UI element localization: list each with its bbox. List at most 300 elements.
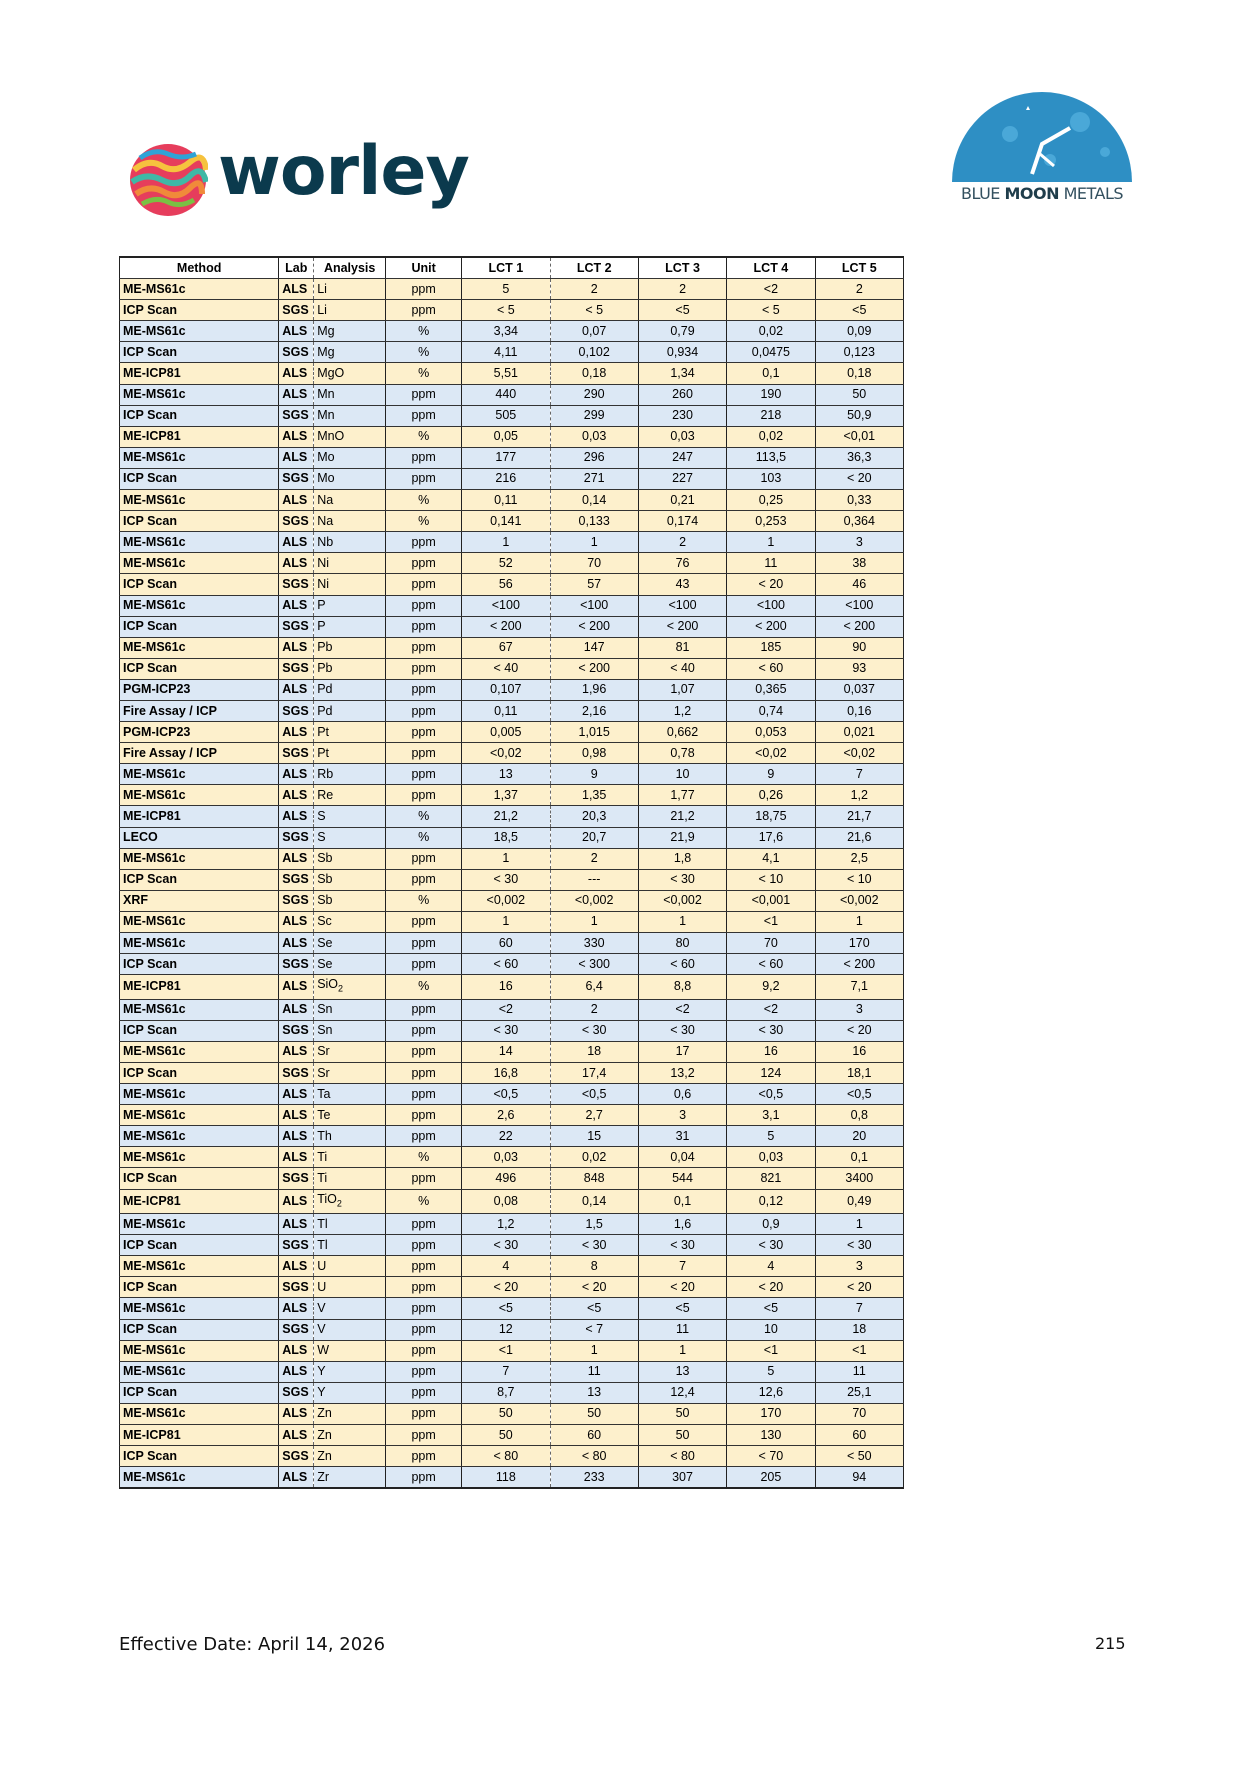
method-cell: ME-MS61c bbox=[120, 1361, 279, 1382]
lct5-cell: 94 bbox=[815, 1467, 903, 1489]
lct1-cell: 2,6 bbox=[462, 1105, 550, 1126]
lct3-cell: 0,03 bbox=[638, 426, 726, 447]
analysis-cell: P bbox=[314, 595, 386, 616]
lct2-cell: 20,7 bbox=[550, 827, 638, 848]
method-cell: ME-MS61c bbox=[120, 999, 279, 1020]
table-row bbox=[120, 1147, 904, 1168]
lct4-cell: 170 bbox=[727, 1403, 815, 1424]
lct2-cell: 296 bbox=[550, 447, 638, 468]
lct2-cell: 2 bbox=[550, 279, 638, 300]
lct3-cell: 3 bbox=[638, 1105, 726, 1126]
lct2-cell: < 30 bbox=[550, 1235, 638, 1256]
lct5-cell: 0,33 bbox=[815, 490, 903, 511]
unit-cell: ppm bbox=[386, 300, 462, 321]
table-row bbox=[120, 764, 904, 785]
lct3-cell: 1,2 bbox=[638, 700, 726, 721]
table-row bbox=[120, 848, 904, 869]
lct2-cell: 70 bbox=[550, 553, 638, 574]
table-row bbox=[120, 574, 904, 595]
lab-cell: SGS bbox=[279, 1062, 314, 1083]
analysis-cell: Se bbox=[314, 933, 386, 954]
method-cell: ME-ICP81 bbox=[120, 426, 279, 447]
table-row bbox=[120, 1319, 904, 1340]
lct2-cell: 233 bbox=[550, 1467, 638, 1489]
analysis-cell: Na bbox=[314, 511, 386, 532]
lct5-cell: <0,002 bbox=[815, 890, 903, 911]
lab-cell: ALS bbox=[279, 532, 314, 553]
lct5-cell: <0,02 bbox=[815, 743, 903, 764]
table-row bbox=[120, 532, 904, 553]
method-cell: ICP Scan bbox=[120, 1062, 279, 1083]
lab-cell: SGS bbox=[279, 1020, 314, 1041]
lab-cell: SGS bbox=[279, 1382, 314, 1403]
lct4-cell: 0,02 bbox=[727, 321, 815, 342]
lct4-cell: 0,253 bbox=[727, 511, 815, 532]
analysis-cell: Sr bbox=[314, 1041, 386, 1062]
lct2-cell: 2,7 bbox=[550, 1105, 638, 1126]
table-row bbox=[120, 1256, 904, 1277]
lab-cell: SGS bbox=[279, 300, 314, 321]
lab-cell: SGS bbox=[279, 616, 314, 637]
unit-cell: ppm bbox=[386, 700, 462, 721]
lct1-cell: 13 bbox=[462, 764, 550, 785]
lct4-cell: 4 bbox=[727, 1256, 815, 1277]
analysis-cell: Ti bbox=[314, 1147, 386, 1168]
unit-cell: ppm bbox=[386, 1277, 462, 1298]
lct2-cell: 848 bbox=[550, 1168, 638, 1189]
lab-cell: ALS bbox=[279, 911, 314, 932]
lct3-cell: 31 bbox=[638, 1126, 726, 1147]
analysis-cell: V bbox=[314, 1298, 386, 1319]
lct1-cell: < 60 bbox=[462, 954, 550, 975]
lct1-cell: 14 bbox=[462, 1041, 550, 1062]
unit-cell: % bbox=[386, 363, 462, 384]
lct4-cell: 0,12 bbox=[727, 1189, 815, 1214]
unit-cell: ppm bbox=[386, 1168, 462, 1189]
lct5-cell: < 200 bbox=[815, 954, 903, 975]
lct1-cell: 0,05 bbox=[462, 426, 550, 447]
analysis-cell: SiO$_2$ bbox=[314, 975, 386, 1000]
lab-cell: ALS bbox=[279, 1189, 314, 1214]
method-cell: ME-MS61c bbox=[120, 1340, 279, 1361]
lct3-cell: 2 bbox=[638, 279, 726, 300]
lct5-cell: < 20 bbox=[815, 1277, 903, 1298]
table-row bbox=[120, 1168, 904, 1189]
lct1-cell: 118 bbox=[462, 1467, 550, 1489]
lct4-cell: 113,5 bbox=[727, 447, 815, 468]
method-cell: ICP Scan bbox=[120, 342, 279, 363]
lct2-cell: < 5 bbox=[550, 300, 638, 321]
unit-cell: ppm bbox=[386, 848, 462, 869]
lct4-cell: 185 bbox=[727, 637, 815, 658]
analysis-cell: Sb bbox=[314, 848, 386, 869]
lct4-cell: 103 bbox=[727, 468, 815, 489]
unit-cell: ppm bbox=[386, 384, 462, 405]
method-cell: ICP Scan bbox=[120, 574, 279, 595]
lct5-cell: 2 bbox=[815, 279, 903, 300]
analysis-cell: Nb bbox=[314, 532, 386, 553]
lct2-cell: 57 bbox=[550, 574, 638, 595]
lct3-cell: < 60 bbox=[638, 954, 726, 975]
analysis-cell: Rb bbox=[314, 764, 386, 785]
table-row bbox=[120, 595, 904, 616]
unit-cell: ppm bbox=[386, 869, 462, 890]
lct1-cell: 177 bbox=[462, 447, 550, 468]
unit-cell: ppm bbox=[386, 616, 462, 637]
table-row bbox=[120, 722, 904, 743]
analysis-cell: Na bbox=[314, 490, 386, 511]
lct3-cell: 0,662 bbox=[638, 722, 726, 743]
unit-cell: ppm bbox=[386, 1062, 462, 1083]
lct5-cell: < 200 bbox=[815, 616, 903, 637]
unit-cell: ppm bbox=[386, 785, 462, 806]
lct5-cell: 90 bbox=[815, 637, 903, 658]
lct2-cell: 1 bbox=[550, 1340, 638, 1361]
lct4-cell: 11 bbox=[727, 553, 815, 574]
lct4-cell: < 60 bbox=[727, 658, 815, 679]
lct3-cell: 8,8 bbox=[638, 975, 726, 1000]
method-cell: ICP Scan bbox=[120, 1235, 279, 1256]
lct4-cell: < 5 bbox=[727, 300, 815, 321]
method-cell: ICP Scan bbox=[120, 300, 279, 321]
lct2-cell: < 20 bbox=[550, 1277, 638, 1298]
table-row bbox=[120, 1340, 904, 1361]
method-cell: ME-MS61c bbox=[120, 1105, 279, 1126]
lct4-cell: 205 bbox=[727, 1467, 815, 1489]
lct3-cell: 11 bbox=[638, 1319, 726, 1340]
table-row bbox=[120, 658, 904, 679]
lct1-cell: 1 bbox=[462, 532, 550, 553]
lct1-cell: 1 bbox=[462, 848, 550, 869]
lab-cell: ALS bbox=[279, 1147, 314, 1168]
method-cell: ME-MS61c bbox=[120, 1403, 279, 1424]
lab-cell: ALS bbox=[279, 1256, 314, 1277]
lct4-cell: 0,02 bbox=[727, 426, 815, 447]
header-analysis: Analysis bbox=[314, 257, 386, 279]
table-row bbox=[120, 511, 904, 532]
unit-cell: % bbox=[386, 321, 462, 342]
unit-cell: ppm bbox=[386, 1235, 462, 1256]
lct1-cell: 22 bbox=[462, 1126, 550, 1147]
lct3-cell: 50 bbox=[638, 1403, 726, 1424]
lab-cell: SGS bbox=[279, 890, 314, 911]
unit-cell: ppm bbox=[386, 1403, 462, 1424]
lct5-cell: 3 bbox=[815, 999, 903, 1020]
lct4-cell: 124 bbox=[727, 1062, 815, 1083]
unit-cell: ppm bbox=[386, 933, 462, 954]
lct4-cell: < 30 bbox=[727, 1020, 815, 1041]
lct5-cell: 0,037 bbox=[815, 679, 903, 700]
lct1-cell: 0,11 bbox=[462, 700, 550, 721]
table-row bbox=[120, 806, 904, 827]
method-cell: ME-MS61c bbox=[120, 848, 279, 869]
table-row bbox=[120, 869, 904, 890]
lct3-cell: 0,174 bbox=[638, 511, 726, 532]
unit-cell: ppm bbox=[386, 1424, 462, 1445]
analysis-cell: Sb bbox=[314, 869, 386, 890]
lct4-cell: <0,001 bbox=[727, 890, 815, 911]
method-cell: ICP Scan bbox=[120, 1446, 279, 1467]
lct4-cell: 4,1 bbox=[727, 848, 815, 869]
lct2-cell: < 200 bbox=[550, 616, 638, 637]
lct4-cell: <0,5 bbox=[727, 1084, 815, 1105]
method-cell: ME-MS61c bbox=[120, 321, 279, 342]
unit-cell: ppm bbox=[386, 1105, 462, 1126]
lct3-cell: 230 bbox=[638, 405, 726, 426]
method-cell: ICP Scan bbox=[120, 511, 279, 532]
lct4-cell: < 10 bbox=[727, 869, 815, 890]
lct1-cell: 0,11 bbox=[462, 490, 550, 511]
unit-cell: ppm bbox=[386, 999, 462, 1020]
lct1-cell: <1 bbox=[462, 1340, 550, 1361]
lab-cell: ALS bbox=[279, 1041, 314, 1062]
lct1-cell: 496 bbox=[462, 1168, 550, 1189]
analysis-cell: Mn bbox=[314, 384, 386, 405]
method-cell: ICP Scan bbox=[120, 405, 279, 426]
table-row bbox=[120, 1235, 904, 1256]
method-cell: ME-MS61c bbox=[120, 447, 279, 468]
lct3-cell: < 40 bbox=[638, 658, 726, 679]
analysis-cell: Mg bbox=[314, 342, 386, 363]
lct4-cell: < 30 bbox=[727, 1235, 815, 1256]
lct1-cell: <5 bbox=[462, 1298, 550, 1319]
method-cell: ME-MS61c bbox=[120, 1467, 279, 1489]
unit-cell: ppm bbox=[386, 911, 462, 932]
lab-cell: SGS bbox=[279, 405, 314, 426]
unit-cell: ppm bbox=[386, 658, 462, 679]
lct1-cell: 1,2 bbox=[462, 1214, 550, 1235]
lct3-cell: <100 bbox=[638, 595, 726, 616]
analysis-cell: Pt bbox=[314, 743, 386, 764]
lct3-cell: 1,77 bbox=[638, 785, 726, 806]
lct4-cell: 218 bbox=[727, 405, 815, 426]
analysis-cell: Sb bbox=[314, 890, 386, 911]
lct4-cell: 70 bbox=[727, 933, 815, 954]
lct5-cell: 7,1 bbox=[815, 975, 903, 1000]
lct3-cell: 43 bbox=[638, 574, 726, 595]
method-cell: ICP Scan bbox=[120, 658, 279, 679]
lct5-cell: 0,364 bbox=[815, 511, 903, 532]
lab-cell: ALS bbox=[279, 321, 314, 342]
lct1-cell: 67 bbox=[462, 637, 550, 658]
lct5-cell: 3 bbox=[815, 532, 903, 553]
lab-cell: ALS bbox=[279, 1403, 314, 1424]
lct2-cell: 11 bbox=[550, 1361, 638, 1382]
lct3-cell: 0,79 bbox=[638, 321, 726, 342]
lct4-cell: 190 bbox=[727, 384, 815, 405]
lab-cell: ALS bbox=[279, 1105, 314, 1126]
lab-cell: ALS bbox=[279, 764, 314, 785]
lct5-cell: < 30 bbox=[815, 1235, 903, 1256]
analysis-cell: Li bbox=[314, 279, 386, 300]
unit-cell: ppm bbox=[386, 468, 462, 489]
lct2-cell: 1,96 bbox=[550, 679, 638, 700]
lct3-cell: 0,1 bbox=[638, 1189, 726, 1214]
unit-cell: ppm bbox=[386, 405, 462, 426]
unit-cell: ppm bbox=[386, 764, 462, 785]
lct2-cell: 271 bbox=[550, 468, 638, 489]
table-row bbox=[120, 637, 904, 658]
lct2-cell: 1,015 bbox=[550, 722, 638, 743]
lct3-cell: 13 bbox=[638, 1361, 726, 1382]
lct1-cell: 0,08 bbox=[462, 1189, 550, 1214]
analysis-cell: Zn bbox=[314, 1403, 386, 1424]
method-cell: ME-MS61c bbox=[120, 1041, 279, 1062]
lct4-cell: < 20 bbox=[727, 574, 815, 595]
lab-cell: SGS bbox=[279, 700, 314, 721]
lct3-cell: 1,34 bbox=[638, 363, 726, 384]
unit-cell: ppm bbox=[386, 1020, 462, 1041]
lab-cell: ALS bbox=[279, 1298, 314, 1319]
lct5-cell: 1,2 bbox=[815, 785, 903, 806]
lct3-cell: 17 bbox=[638, 1041, 726, 1062]
table-row bbox=[120, 890, 904, 911]
table-header-row bbox=[120, 257, 904, 279]
lab-cell: ALS bbox=[279, 426, 314, 447]
lab-cell: ALS bbox=[279, 1361, 314, 1382]
lct4-cell: 821 bbox=[727, 1168, 815, 1189]
unit-cell: ppm bbox=[386, 1361, 462, 1382]
lct3-cell: 1,6 bbox=[638, 1214, 726, 1235]
lct5-cell: < 50 bbox=[815, 1446, 903, 1467]
table-row bbox=[120, 447, 904, 468]
analysis-cell: V bbox=[314, 1319, 386, 1340]
lab-cell: ALS bbox=[279, 722, 314, 743]
table-row bbox=[120, 827, 904, 848]
table-row bbox=[120, 342, 904, 363]
lct1-cell: 16 bbox=[462, 975, 550, 1000]
table-row bbox=[120, 1277, 904, 1298]
method-cell: ME-MS61c bbox=[120, 1126, 279, 1147]
lct5-cell: 0,021 bbox=[815, 722, 903, 743]
lab-cell: ALS bbox=[279, 595, 314, 616]
assay-comparison-table bbox=[119, 256, 904, 1489]
table-row bbox=[120, 300, 904, 321]
unit-cell: % bbox=[386, 890, 462, 911]
unit-cell: % bbox=[386, 426, 462, 447]
lct4-cell: <5 bbox=[727, 1298, 815, 1319]
table-row bbox=[120, 1446, 904, 1467]
lct1-cell: 52 bbox=[462, 553, 550, 574]
method-cell: ME-ICP81 bbox=[120, 1189, 279, 1214]
table-row bbox=[120, 1467, 904, 1489]
unit-cell: ppm bbox=[386, 1298, 462, 1319]
table-row bbox=[120, 384, 904, 405]
lct1-cell: 0,107 bbox=[462, 679, 550, 700]
lct4-cell: 17,6 bbox=[727, 827, 815, 848]
analysis-cell: Ni bbox=[314, 553, 386, 574]
lab-cell: ALS bbox=[279, 1214, 314, 1235]
lct5-cell: 16 bbox=[815, 1041, 903, 1062]
table-row bbox=[120, 426, 904, 447]
lct2-cell: 60 bbox=[550, 1424, 638, 1445]
lab-cell: ALS bbox=[279, 447, 314, 468]
lct2-cell: 2,16 bbox=[550, 700, 638, 721]
method-cell: ICP Scan bbox=[120, 1277, 279, 1298]
lct3-cell: <5 bbox=[638, 300, 726, 321]
lct5-cell: 3400 bbox=[815, 1168, 903, 1189]
analysis-cell: Y bbox=[314, 1382, 386, 1403]
lct2-cell: 20,3 bbox=[550, 806, 638, 827]
lct3-cell: < 30 bbox=[638, 869, 726, 890]
lct4-cell: <0,02 bbox=[727, 743, 815, 764]
lct5-cell: 1 bbox=[815, 1214, 903, 1235]
lct2-cell: 0,07 bbox=[550, 321, 638, 342]
lab-cell: ALS bbox=[279, 848, 314, 869]
unit-cell: ppm bbox=[386, 1256, 462, 1277]
lct4-cell: <100 bbox=[727, 595, 815, 616]
lct4-cell: 0,26 bbox=[727, 785, 815, 806]
lab-cell: SGS bbox=[279, 1446, 314, 1467]
lab-cell: ALS bbox=[279, 637, 314, 658]
lct2-cell: <100 bbox=[550, 595, 638, 616]
analysis-cell: MnO bbox=[314, 426, 386, 447]
table-row bbox=[120, 1403, 904, 1424]
lct2-cell: 0,102 bbox=[550, 342, 638, 363]
analysis-cell: Pd bbox=[314, 679, 386, 700]
lct1-cell: 18,5 bbox=[462, 827, 550, 848]
lct2-cell: 9 bbox=[550, 764, 638, 785]
lct2-cell: 0,133 bbox=[550, 511, 638, 532]
lct1-cell: 0,005 bbox=[462, 722, 550, 743]
method-cell: ICP Scan bbox=[120, 616, 279, 637]
analysis-cell: MgO bbox=[314, 363, 386, 384]
lct1-cell: < 20 bbox=[462, 1277, 550, 1298]
method-cell: ICP Scan bbox=[120, 1020, 279, 1041]
lct4-cell: < 60 bbox=[727, 954, 815, 975]
lct1-cell: 60 bbox=[462, 933, 550, 954]
lct2-cell: 0,14 bbox=[550, 1189, 638, 1214]
unit-cell: ppm bbox=[386, 1446, 462, 1467]
lct4-cell: <1 bbox=[727, 1340, 815, 1361]
unit-cell: ppm bbox=[386, 1382, 462, 1403]
lct5-cell: 11 bbox=[815, 1361, 903, 1382]
analysis-cell: Sn bbox=[314, 1020, 386, 1041]
lct1-cell: < 200 bbox=[462, 616, 550, 637]
method-cell: ICP Scan bbox=[120, 1382, 279, 1403]
analysis-cell: Pd bbox=[314, 700, 386, 721]
lct1-cell: 56 bbox=[462, 574, 550, 595]
lct1-cell: 1 bbox=[462, 911, 550, 932]
lct4-cell: 0,365 bbox=[727, 679, 815, 700]
lct4-cell: 5 bbox=[727, 1126, 815, 1147]
lct2-cell: < 80 bbox=[550, 1446, 638, 1467]
lct3-cell: 247 bbox=[638, 447, 726, 468]
lct5-cell: 18 bbox=[815, 1319, 903, 1340]
analysis-cell: Tl bbox=[314, 1235, 386, 1256]
lct3-cell: < 20 bbox=[638, 1277, 726, 1298]
lct1-cell: <100 bbox=[462, 595, 550, 616]
lct2-cell: 330 bbox=[550, 933, 638, 954]
unit-cell: ppm bbox=[386, 553, 462, 574]
unit-cell: % bbox=[386, 511, 462, 532]
unit-cell: ppm bbox=[386, 954, 462, 975]
lct5-cell: 70 bbox=[815, 1403, 903, 1424]
unit-cell: % bbox=[386, 806, 462, 827]
lct3-cell: 13,2 bbox=[638, 1062, 726, 1083]
lct3-cell: 227 bbox=[638, 468, 726, 489]
lab-cell: ALS bbox=[279, 806, 314, 827]
lct1-cell: <2 bbox=[462, 999, 550, 1020]
table-row bbox=[120, 1105, 904, 1126]
lct4-cell: 0,03 bbox=[727, 1147, 815, 1168]
unit-cell: % bbox=[386, 1147, 462, 1168]
unit-cell: % bbox=[386, 975, 462, 1000]
table-row bbox=[120, 743, 904, 764]
lct5-cell: 38 bbox=[815, 553, 903, 574]
lab-cell: ALS bbox=[279, 363, 314, 384]
analysis-cell: Th bbox=[314, 1126, 386, 1147]
